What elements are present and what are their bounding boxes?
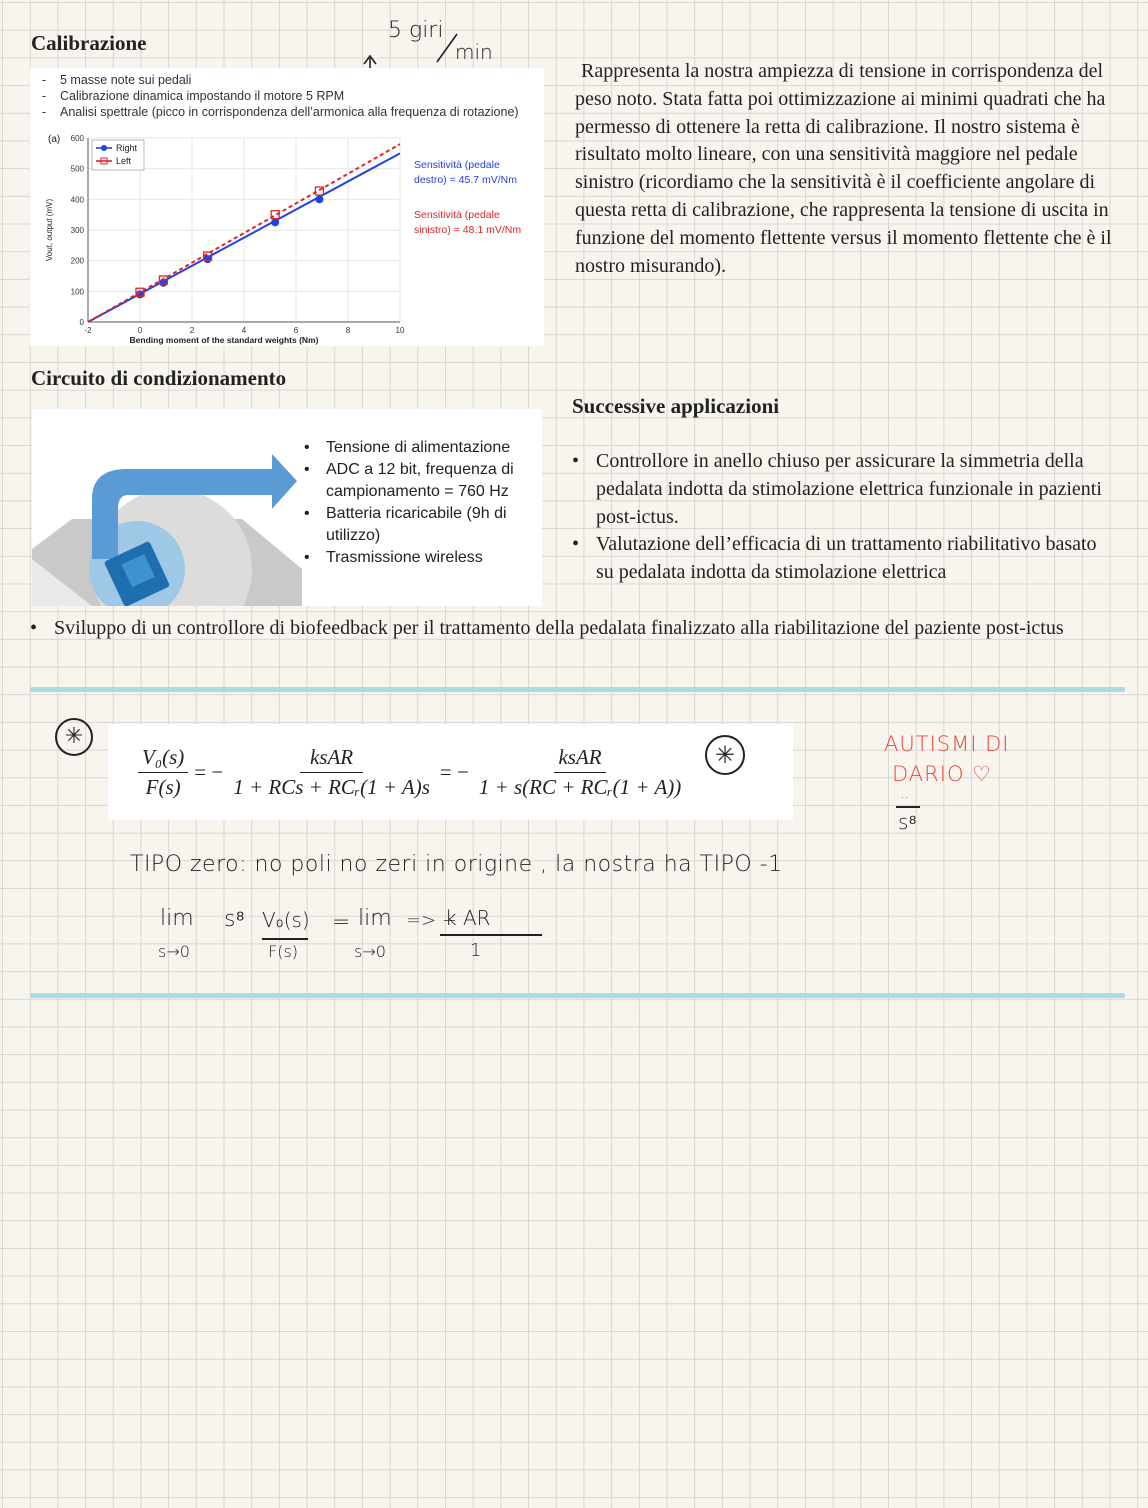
legend-label-left: Left xyxy=(116,156,132,166)
panel-label: (a) xyxy=(48,134,61,145)
calibration-bullet: - 5 masse note sui pedali xyxy=(32,72,542,88)
data-point-right xyxy=(315,195,323,203)
circuit-bullets xyxy=(302,437,540,569)
x-tick-label: 8 xyxy=(345,326,351,335)
x-tick-label: 6 xyxy=(293,326,299,335)
limit-2-sub: s→0 xyxy=(354,942,386,961)
formula-rhs-num: ksAR xyxy=(554,745,605,773)
y-tick-label: 400 xyxy=(70,195,84,205)
result-den: 1 xyxy=(470,940,482,961)
calibrazione-paragraph-text: Rappresenta la nostra ampiezza di tensione in corrispondenza del peso noto. Stata fatta poi ottimizzazione ai minimi quadrati che ha permesso di ottenere la retta di calibrazione. Il nostro sistema è risultato molto lineare, con una sensitività maggiore nel pedale sinistro (ricordiamo che la sensitività è il coefficiente angolare di questa retta di calibrazione, che rappresenta la tensione di uscita in funzione del momento flettente versus il momento flettente che è il nostro misurando). xyxy=(575,60,1112,277)
calibration-bullets xyxy=(32,72,542,120)
formula-mid-den: 1 + RCs + RCᵣ(1 + A)s xyxy=(233,774,430,799)
x-axis-label: Bending moment of the standard weights (Nm) xyxy=(129,335,319,345)
tipo-note: TIPO zero: no poli no zeri in origine , la nostra ha TIPO -1 xyxy=(130,852,783,877)
x-tick-label: 10 xyxy=(395,326,405,335)
red-note-line1: AUTISMI DI xyxy=(884,732,1010,756)
formula-mid-num: ksAR xyxy=(300,745,363,773)
applicazioni-heading: Successive applicazioni xyxy=(572,394,780,418)
formula-lhs-den: F(s) xyxy=(145,774,181,799)
applicazioni-item: • Sviluppo di un controllore di biofeedback per il trattamento della pedalata finalizzato alla riabilitazione del paziente post-ictus xyxy=(30,615,1110,643)
transfer-function-formula xyxy=(108,724,793,820)
circuito-heading: Circuito di condizionamento xyxy=(31,366,287,390)
circuit-bullet: • Tensione di alimentazione xyxy=(302,437,540,459)
sensitivity-annotation: Sensitività (pedale xyxy=(414,209,500,221)
sensitivity-annotation: Sensitività (pedale xyxy=(414,159,500,171)
implies-arrow: => − xyxy=(406,910,457,931)
formula-rhs-den: 1 + s(RC + RCᵣ(1 + A)) xyxy=(478,774,682,799)
circuit-bullet: • ADC a 12 bit, frequenza di campionamento = 760 Hz xyxy=(302,459,540,503)
calibrazione-paragraph xyxy=(575,58,1120,280)
data-point-right xyxy=(271,218,279,226)
annotation-five-turns: 5 giri xyxy=(388,18,444,43)
s8-line xyxy=(896,806,920,808)
y-tick-label: 200 xyxy=(70,256,84,266)
red-note-line2: DARIO ♡ xyxy=(892,762,992,786)
divider xyxy=(30,993,1125,998)
x-tick-label: 4 xyxy=(241,326,247,335)
y-tick-label: 100 xyxy=(70,287,84,297)
hand-frac-num: V₀(s) xyxy=(262,908,310,932)
hand-eq: = xyxy=(332,910,351,935)
result-line xyxy=(440,934,542,936)
star-marker-icon: ✳ xyxy=(55,718,93,756)
legend-label-right: Right xyxy=(116,143,138,153)
hand-frac-line xyxy=(262,938,308,940)
sensitivity-annotation: sinistro) = 48.1 mV/Nm xyxy=(414,224,522,236)
calibrazione-heading: Calibrazione xyxy=(31,31,147,55)
y-tick-label: 500 xyxy=(70,164,84,174)
annotation-min: min xyxy=(455,40,493,64)
applicazioni-item: • Valutazione dell’efficacia di un trattamento riabilitativo basato su pedalata indotta da stimolazione elettrica xyxy=(572,531,1102,587)
y-tick-label: 300 xyxy=(70,226,84,235)
divider xyxy=(30,687,1125,692)
result-num: k AR xyxy=(445,906,491,930)
y-tick-label: 0 xyxy=(79,318,84,327)
circuit-bullet: • Batteria ricaricabile (9h di utilizzo) xyxy=(302,503,540,547)
device-photo-icon xyxy=(32,409,302,606)
applicazioni-list-wide xyxy=(30,615,1110,643)
x-tick-label: 0 xyxy=(137,326,143,335)
hand-frac-den: F(s) xyxy=(268,942,299,961)
s8-dots: .. xyxy=(900,786,909,802)
calibration-bullet: - Analisi spettrale (picco in corrispondenza dell’armonica alla frequenza di rotazione) xyxy=(32,104,542,120)
formula-rhs xyxy=(475,745,685,800)
circuit-bullet: • Trasmissione wireless xyxy=(302,547,540,569)
y-tick-label: 600 xyxy=(70,134,84,143)
formula-mid xyxy=(229,745,434,800)
x-tick-label: 2 xyxy=(189,326,195,335)
calibration-chart xyxy=(30,126,544,346)
formula-lhs-num: V₀(s) xyxy=(138,745,188,773)
y-axis-label: Vout, output (mV) xyxy=(45,198,54,262)
star-marker-icon: ✳ xyxy=(705,735,745,775)
calibration-figure xyxy=(30,68,544,346)
s8-label: s⁸ xyxy=(898,810,917,834)
applicazioni-item: • Controllore in anello chiuso per assicurare la simmetria della pedalata indotta da stimolazione elettrica funzionale in pazienti post-ictus. xyxy=(572,448,1102,531)
legend-marker-right xyxy=(101,145,107,151)
s-power: s⁸ xyxy=(224,907,245,932)
applicazioni-list xyxy=(572,448,1102,587)
formula-lhs xyxy=(138,745,188,800)
x-tick-label: -2 xyxy=(84,326,92,335)
limit-1-sub: s→0 xyxy=(158,942,190,961)
circuit-figure xyxy=(32,409,542,606)
formula-eq1: = − xyxy=(194,759,224,784)
limit-1: lim xyxy=(160,906,194,931)
formula-eq2: = − xyxy=(439,759,469,784)
limit-2: lim xyxy=(358,906,392,931)
calibration-bullet: - Calibrazione dinamica impostando il motore 5 RPM xyxy=(32,88,542,104)
sensitivity-annotation: destro) = 45.7 mV/Nm xyxy=(414,174,517,186)
